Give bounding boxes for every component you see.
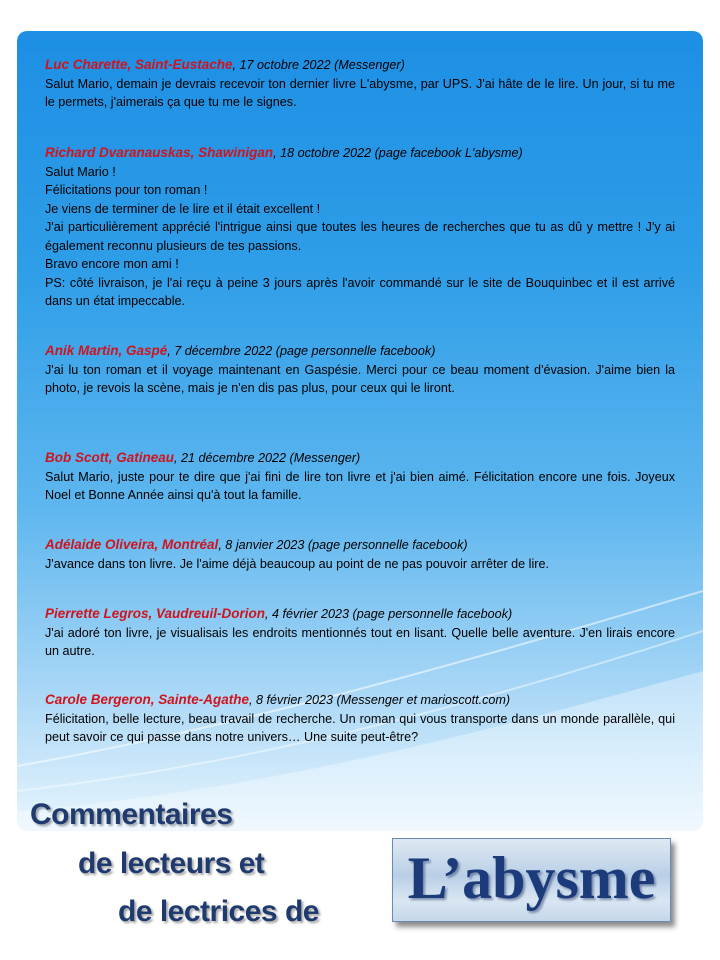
comment-meta: , 17 octobre 2022 (Messenger) [232, 58, 405, 72]
page-title [0, 790, 400, 950]
comment-header [45, 605, 675, 624]
comment-meta: , 4 février 2023 (page personnelle facebook) [265, 607, 513, 621]
comment-text: Félicitations pour ton roman ! [45, 183, 208, 197]
comment-author: Bob Scott, Gatineau [45, 450, 175, 465]
comment-meta: , 7 décembre 2022 (page personnelle facebook) [167, 344, 436, 358]
comment-2 [45, 144, 675, 311]
comment-6 [45, 605, 675, 661]
comment-header [45, 144, 675, 163]
comment-text: J'ai lu ton roman et il voyage maintenant en Gaspésie. Merci pour ce beau moment d'évasion. J'aime bien la photo, je revois la scène, mais je n'en dis pas plus, pour ceux qui le liront. [45, 362, 675, 395]
book-logo-text: L’abysme [407, 845, 656, 911]
comment-4 [45, 449, 675, 505]
comments-panel [17, 31, 703, 831]
comment-author: Pierrette Legros, Vaudreuil-Dorion [45, 606, 266, 621]
comment-author: Richard Dvaranauskas, Shawinigan [45, 145, 274, 160]
comment-text: J'avance dans ton livre. Je l'aime déjà beaucoup au point de ne pas pouvoir arrêter de lire. [45, 556, 549, 571]
comment-author: Adélaide Oliveira, Montréal [45, 537, 219, 552]
comment-text: Félicitation, belle lecture, beau travail de recherche. Un roman qui vous transporte dans un monde parallèle, qui peut savoir ce qui passe dans notre univers… Une suite peut-être? [45, 711, 675, 744]
title-line-3: de lectrices de [118, 895, 319, 928]
comment-1 [45, 56, 675, 112]
comment-author: Carole Bergeron, Sainte-Agathe [45, 692, 250, 707]
comment-text: Salut Mario, juste pour te dire que j'ai fini de lire ton livre et j'ai bien aimé. Félicitation encore une fois. Joyeux Noel et Bonne Année ainsi qu'à tout la famille. [45, 469, 675, 502]
comment-header [45, 56, 675, 75]
comment-text: PS: côté livraison, je l'ai reçu à peine 3 jours après l'avoir commandé sur le site de Bouquinbec et il est arrivé dans un état impeccable. [45, 275, 675, 308]
comment-meta: , 18 octobre 2022 (page facebook L'abysme) [273, 146, 523, 160]
title-line-2: de lecteurs et [78, 847, 265, 880]
comment-meta: , 21 décembre 2022 (Messenger) [174, 451, 361, 465]
comment-3 [45, 342, 675, 398]
comment-text: Je viens de terminer de le lire et il était excellent ! [45, 201, 321, 216]
comment-header [45, 342, 675, 361]
comment-header [45, 536, 675, 555]
comment-text: J'ai particulièrement apprécié l'intrigue ainsi que toutes les heures de recherches que tu as dû y mettre ! J'y ai également reconnu plusieurs de tes passions. [45, 220, 675, 253]
comment-author: Anik Martin, Gaspé [45, 343, 168, 358]
book-logo [392, 838, 671, 922]
comment-author: Luc Charette, Saint-Eustache [45, 57, 233, 72]
title-line-1: Commentaires [30, 798, 233, 831]
comment-meta: , 8 janvier 2023 (page personnelle facebook) [218, 538, 468, 552]
comment-text: Bravo encore mon ami ! [45, 257, 179, 271]
comment-header [45, 449, 675, 468]
comment-text: Salut Mario ! [45, 164, 116, 179]
comment-7 [45, 691, 675, 747]
comment-header [45, 691, 675, 710]
comment-text: Salut Mario, demain je devrais recevoir ton dernier livre L'abysme, par UPS. J'ai hâte de le lire. Un jour, si tu me le permets, j'aimerais ça que tu me le signes. [45, 76, 675, 109]
comment-meta: , 8 février 2023 (Messenger et marioscott.com) [249, 693, 511, 707]
comment-5 [45, 536, 675, 573]
comment-text: J'ai adoré ton livre, je visualisais les endroits mentionnés tout en lisant. Quelle belle aventure. J'en lirais encore un autre. [45, 625, 675, 658]
